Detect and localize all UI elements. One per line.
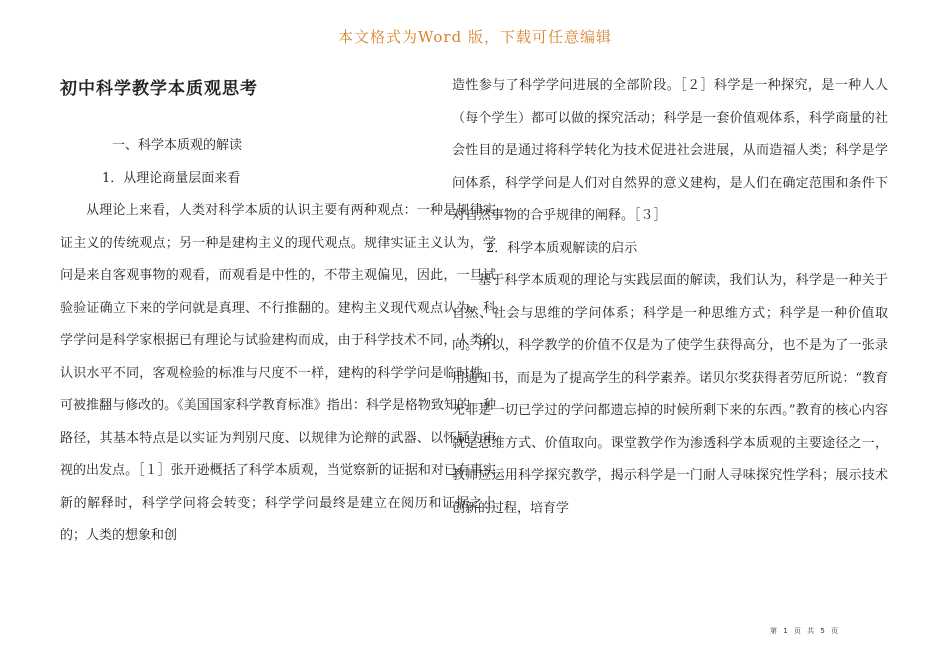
subsection-heading-1: 1．从理论商量层面来看 — [102, 170, 241, 186]
section-heading-1: 一、科学本质观的解读 — [112, 138, 243, 153]
body-paragraph-right-continued: 造性参与了科学学问进展的全部阶段。［２］科学是一种探究，是一种人人（每个学生）都可以做的探究活动；科学是一套价值观体系，科学商量的社会性目的是通过将科学转化为技术促进社会进展，从而造福人类；科学是学问体系，科学学问是人们对自然界的意义建构，是人们在确定范围和条件下对自然事物的合乎规律的阐释。［３］ — [452, 78, 888, 223]
word-format-banner: 本文格式为Word 版，下载可任意编辑 — [338, 28, 612, 46]
document-title: 初中科学教学本质观思考 — [60, 79, 258, 99]
body-paragraph-right-2: 基于科学本质观的理论与实践层面的解读，我们认为，科学是一种关于自然、社会与思维的学问体系；科学是一种思维方式；科学是一种价值取向。所以，科学教学的价值不仅是为了使学生获得高分，也不是为了一张录用通知书，而是为了提高学生的科学素养。诺贝尔奖获得者劳厄所说：“教育无非是一切已学过的学问都遗忘掉的时候所剩下来的东西。”教育的核心内容就是思维方式、价值取向。课堂教学作为渗透科学本质观的主要途径之一，教师应运用科学探究教学，揭示科学是一门耐人寻味探究性学科；展示技术创新的过程，培育学 — [452, 273, 888, 516]
right-column — [452, 70, 888, 525]
subsection-heading-2: 2．科学本质观解读的启示 — [486, 240, 638, 256]
left-column — [60, 70, 496, 553]
page-number: 第 1 页 共 5 页 — [770, 627, 841, 635]
body-paragraph-left: 从理论上来看，人类对科学本质的认识主要有两种观点：一种是规律实证主义的传统观点；另一种是建构主义的现代观点。规律实证主义认为，学问是来自客观事物的观看，而观看是中性的，不带主观偏见，因此，一旦试验验证确立下来的学问就是真理、不行推翻的。建构主义现代观点认为，科学学问是科学家根据已有理论与试验建构而成，由于科学技术不同，人类的认识水平不同，客观检验的标准与尺度不一样，建构的科学学问是临时性，可被推翻与修改的。《美国国家科学教育标准》指出：科学是格物致知的一种路径，其基本特点是以实证为判别尺度、以规律为论辩的武器、以怀疑为审视的出发点。［１］张开逊概括了科学本质观，当觉察新的证据和对已有事实新的解释时，科学学问将会转变；科学学问最终是建立在阅历和证据之上的；人类的想象和创 — [60, 203, 496, 543]
